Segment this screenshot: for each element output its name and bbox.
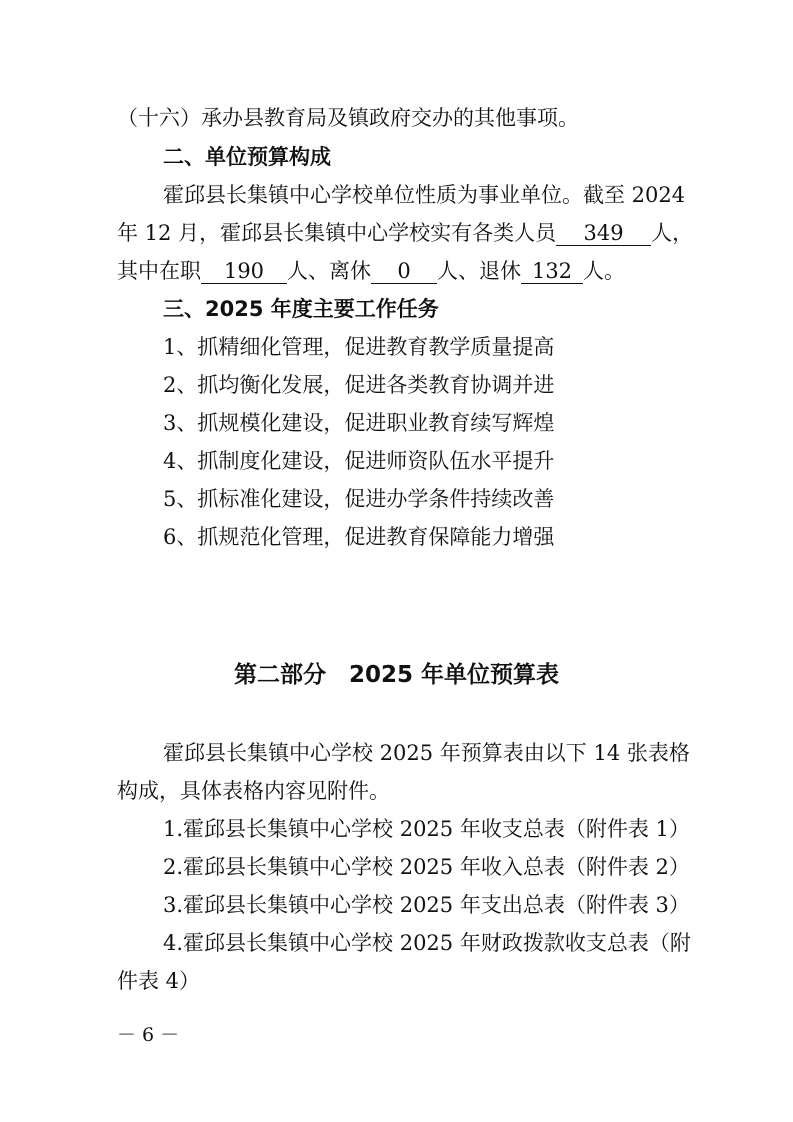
task-item: 3、抓规模化建设，促进职业教育续写辉煌 bbox=[163, 411, 555, 435]
task-item: 1、抓精细化管理，促进教育教学质量提高 bbox=[163, 335, 555, 359]
task-item: 5、抓标准化建设，促进办学条件持续改善 bbox=[163, 487, 555, 511]
paragraph-staff-total bbox=[117, 218, 693, 248]
text-segment: 人、离休 bbox=[287, 259, 371, 283]
text-segment: 人， bbox=[651, 221, 694, 245]
item-16: （十六）承办县教育局及镇政府交办的其他事项。 bbox=[117, 106, 579, 130]
page-number: － 6 － bbox=[117, 1024, 180, 1046]
text-segment: 年 12 月，霍邱县长集镇中心学校实有各类人员 bbox=[117, 221, 557, 245]
text-segment: 人。 bbox=[583, 259, 625, 283]
text-segment: 人、退休 bbox=[437, 259, 521, 283]
staff-in-service-value: 190 bbox=[201, 259, 287, 284]
table-list-item-cont: 件表 4） bbox=[117, 969, 201, 993]
section-heading-main-tasks: 三、2025 年度主要工作任务 bbox=[163, 297, 439, 321]
paragraph-tables-intro: 霍邱县长集镇中心学校 2025 年预算表由以下 14 张表格 bbox=[163, 741, 690, 765]
table-list-item: 3.霍邱县长集镇中心学校 2025 年支出总表（附件表 3） bbox=[163, 893, 690, 917]
staff-lixiu-value: 0 bbox=[371, 259, 437, 284]
paragraph-unit-nature: 霍邱县长集镇中心学校单位性质为事业单位。截至 2024 bbox=[163, 183, 686, 207]
part-two-title: 第二部分 2025 年单位预算表 bbox=[233, 662, 560, 688]
staff-total-value: 349 bbox=[556, 221, 651, 246]
table-list-item: 4.霍邱县长集镇中心学校 2025 年财政拨款收支总表（附 bbox=[163, 931, 691, 955]
task-item: 6、抓规范化管理，促进教育保障能力增强 bbox=[163, 525, 555, 549]
staff-tuixiu-value: 132 bbox=[521, 259, 583, 284]
paragraph-tables-intro-cont: 构成，具体表格内容见附件。 bbox=[117, 779, 390, 803]
task-item: 4、抓制度化建设，促进师资队伍水平提升 bbox=[163, 449, 555, 473]
section-heading-budget-structure: 二、单位预算构成 bbox=[163, 145, 331, 169]
paragraph-staff-breakdown bbox=[117, 256, 625, 286]
text-segment: 其中在职 bbox=[117, 259, 201, 283]
task-item: 2、抓均衡化发展，促进各类教育协调并进 bbox=[163, 373, 555, 397]
table-list-item: 1.霍邱县长集镇中心学校 2025 年收支总表（附件表 1） bbox=[163, 817, 690, 841]
table-list-item: 2.霍邱县长集镇中心学校 2025 年收入总表（附件表 2） bbox=[163, 855, 690, 879]
